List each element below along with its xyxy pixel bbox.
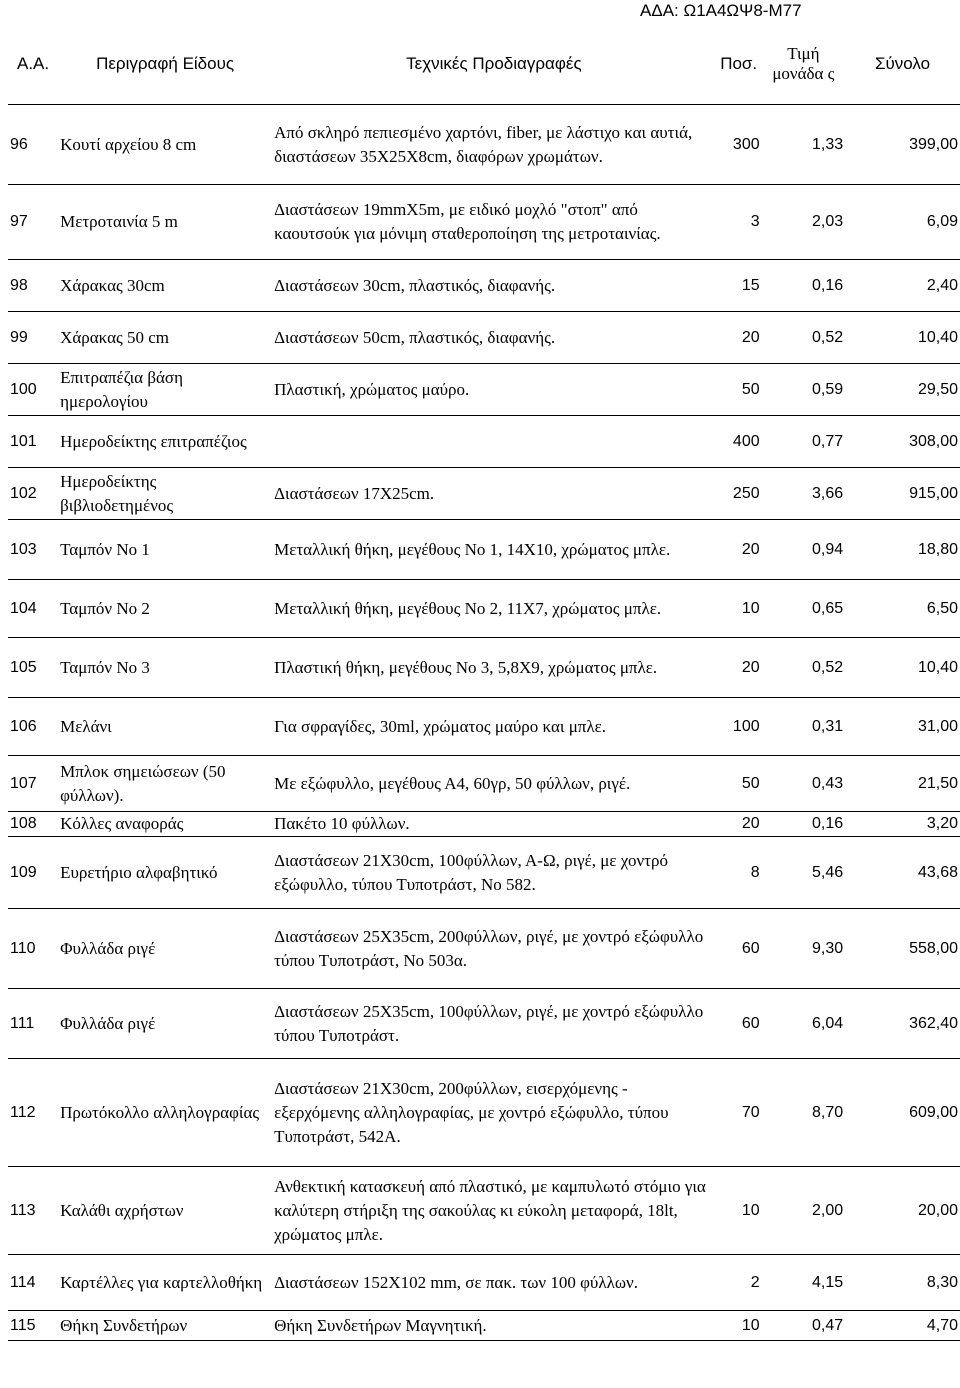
table-row (8, 1167, 960, 1255)
cell-name: Επιτραπέζια βάση ημερολογίου (58, 364, 272, 416)
cell-name: Ταμπόν Νο 2 (58, 580, 272, 638)
cell-id: 104 (8, 580, 58, 638)
cell-qty: 60 (716, 989, 762, 1059)
cell-name: Χάρακας 50 cm (58, 312, 272, 364)
cell-id: 103 (8, 520, 58, 580)
cell-total: 29,50 (845, 364, 960, 416)
cell-total: 8,30 (845, 1255, 960, 1311)
cell-total: 915,00 (845, 468, 960, 520)
cell-price: 2,03 (762, 185, 846, 260)
cell-total: 20,00 (845, 1167, 960, 1255)
cell-price: 8,70 (762, 1059, 846, 1167)
cell-spec: Πακέτο 10 φύλλων. (272, 812, 716, 837)
cell-total: 362,40 (845, 989, 960, 1059)
cell-name: Θήκη Συνδετήρων (58, 1311, 272, 1341)
cell-price: 0,31 (762, 698, 846, 756)
col-header-name: Περιγραφή Είδους (58, 24, 272, 105)
cell-price: 0,59 (762, 364, 846, 416)
cell-qty: 70 (716, 1059, 762, 1167)
cell-id: 101 (8, 416, 58, 468)
cell-id: 106 (8, 698, 58, 756)
cell-name: Καλάθι αχρήστων (58, 1167, 272, 1255)
cell-id: 100 (8, 364, 58, 416)
cell-price: 0,94 (762, 520, 846, 580)
cell-total: 43,68 (845, 837, 960, 909)
cell-spec: Διαστάσεων 25Χ35cm, 100φύλλων, ριγέ, με χοντρό εξώφυλλο τύπου Τυποτράστ. (272, 989, 716, 1059)
cell-spec: Διαστάσεων 152Χ102 mm, σε πακ. των 100 φύλλων. (272, 1255, 716, 1311)
cell-qty: 400 (716, 416, 762, 468)
document-code: ΑΔΑ: Ω1Α4ΩΨ8-Μ77 (640, 1, 802, 20)
cell-price: 0,65 (762, 580, 846, 638)
cell-price: 1,33 (762, 105, 846, 185)
cell-qty: 20 (716, 520, 762, 580)
table-row (8, 185, 960, 260)
cell-name: Κουτί αρχείου 8 cm (58, 105, 272, 185)
table-row (8, 698, 960, 756)
cell-qty: 20 (716, 638, 762, 698)
cell-qty: 3 (716, 185, 762, 260)
cell-spec: Διαστάσεων 17Χ25cm. (272, 468, 716, 520)
cell-total: 31,00 (845, 698, 960, 756)
cell-price: 0,47 (762, 1311, 846, 1341)
col-header-id: Α.Α. (8, 24, 58, 105)
col-header-total: Σύνολο (845, 24, 960, 105)
cell-price: 0,43 (762, 756, 846, 812)
cell-id: 99 (8, 312, 58, 364)
cell-name: Ταμπόν Νο 3 (58, 638, 272, 698)
cell-id: 110 (8, 909, 58, 989)
cell-name: Ημεροδείκτης επιτραπέζιος (58, 416, 272, 468)
cell-spec: Διαστάσεων 21Χ30cm, 200φύλλων, εισερχόμενης - εξερχόμενης αλληλογραφίας, με χοντρό εξώφυλλο, τύπου Τυποτράστ, 542Α. (272, 1059, 716, 1167)
cell-total: 558,00 (845, 909, 960, 989)
cell-price: 0,16 (762, 260, 846, 312)
table-row (8, 837, 960, 909)
cell-name: Χάρακας 30cm (58, 260, 272, 312)
table-row (8, 105, 960, 185)
table-row (8, 580, 960, 638)
cell-id: 109 (8, 837, 58, 909)
table-header-row (8, 24, 960, 105)
cell-name: Ημεροδείκτης βιβλιοδετημένος (58, 468, 272, 520)
table-row (8, 1255, 960, 1311)
cell-name: Φυλλάδα ριγέ (58, 989, 272, 1059)
table-row (8, 364, 960, 416)
cell-qty: 20 (716, 312, 762, 364)
col-header-qty: Ποσ. (716, 24, 762, 105)
cell-qty: 100 (716, 698, 762, 756)
cell-spec: Μεταλλική θήκη, μεγέθους Νο 2, 11Χ7, χρώματος μπλε. (272, 580, 716, 638)
table-row (8, 756, 960, 812)
cell-price: 0,52 (762, 312, 846, 364)
cell-id: 107 (8, 756, 58, 812)
cell-total: 6,09 (845, 185, 960, 260)
cell-qty: 8 (716, 837, 762, 909)
table-row (8, 312, 960, 364)
cell-qty: 20 (716, 812, 762, 837)
cell-price: 4,15 (762, 1255, 846, 1311)
cell-price: 0,77 (762, 416, 846, 468)
table-row (8, 812, 960, 837)
cell-price: 0,52 (762, 638, 846, 698)
cell-spec (272, 416, 716, 468)
cell-spec: Διαστάσεων 50cm, πλαστικός, διαφανής. (272, 312, 716, 364)
cell-total: 10,40 (845, 312, 960, 364)
cell-name: Πρωτόκολλο αλληλογραφίας (58, 1059, 272, 1167)
cell-spec: Πλαστική θήκη, μεγέθους Νο 3, 5,8Χ9, χρώματος μπλε. (272, 638, 716, 698)
cell-id: 113 (8, 1167, 58, 1255)
cell-name: Κόλλες αναφοράς (58, 812, 272, 837)
cell-spec: Διαστάσεων 25Χ35cm, 200φύλλων, ριγέ, με χοντρό εξώφυλλο τύπου Τυποτράστ, Νο 503α. (272, 909, 716, 989)
cell-total: 10,40 (845, 638, 960, 698)
cell-spec: Διαστάσεων 21Χ30cm, 100φύλλων, Α-Ω, ριγέ, με χοντρό εξώφυλλο, τύπου Τυποτράστ, Νο 582. (272, 837, 716, 909)
cell-id: 115 (8, 1311, 58, 1341)
cell-spec: Διαστάσεων 19mmX5m, με ειδικό μοχλό "στοπ" από καουτσούκ για μόνιμη σταθεροποίηση της μετροταινίας. (272, 185, 716, 260)
cell-price: 9,30 (762, 909, 846, 989)
cell-qty: 250 (716, 468, 762, 520)
cell-spec: Με εξώφυλλο, μεγέθους Α4, 60γρ, 50 φύλλων, ριγέ. (272, 756, 716, 812)
cell-total: 609,00 (845, 1059, 960, 1167)
cell-price: 2,00 (762, 1167, 846, 1255)
cell-spec: Μεταλλική θήκη, μεγέθους Νο 1, 14Χ10, χρώματος μπλε. (272, 520, 716, 580)
cell-total: 4,70 (845, 1311, 960, 1341)
cell-id: 105 (8, 638, 58, 698)
cell-qty: 2 (716, 1255, 762, 1311)
cell-qty: 10 (716, 580, 762, 638)
cell-price: 3,66 (762, 468, 846, 520)
table-row (8, 989, 960, 1059)
cell-id: 102 (8, 468, 58, 520)
cell-total: 6,50 (845, 580, 960, 638)
cell-id: 98 (8, 260, 58, 312)
cell-total: 21,50 (845, 756, 960, 812)
col-header-spec: Τεχνικές Προδιαγραφές (272, 24, 716, 105)
cell-id: 96 (8, 105, 58, 185)
cell-spec: Ανθεκτική κατασκευή από πλαστικό, με καμπυλωτό στόμιο για καλύτερη στήριξη της σακούλας κι εύκολη μεταφορά, 18lt, χρώματος μπλε. (272, 1167, 716, 1255)
cell-name: Μετροταινία 5 m (58, 185, 272, 260)
cell-qty: 50 (716, 364, 762, 416)
cell-qty: 60 (716, 909, 762, 989)
cell-qty: 50 (716, 756, 762, 812)
cell-name: Ταμπόν Νο 1 (58, 520, 272, 580)
cell-name: Ευρετήριο αλφαβητικό (58, 837, 272, 909)
cell-total: 308,00 (845, 416, 960, 468)
cell-qty: 10 (716, 1311, 762, 1341)
cell-spec: Από σκληρό πεπιεσμένο χαρτόνι, fiber, με λάστιχο και αυτιά, διαστάσεων 35Χ25Χ8cm, διαφόρων χρωμάτων. (272, 105, 716, 185)
cell-spec: Διαστάσεων 30cm, πλαστικός, διαφανής. (272, 260, 716, 312)
cell-id: 108 (8, 812, 58, 837)
table-row (8, 909, 960, 989)
cell-id: 111 (8, 989, 58, 1059)
table-row (8, 1059, 960, 1167)
cell-total: 399,00 (845, 105, 960, 185)
cell-total: 2,40 (845, 260, 960, 312)
table-row (8, 1311, 960, 1341)
cell-name: Φυλλάδα ριγέ (58, 909, 272, 989)
items-table (8, 24, 960, 1341)
cell-name: Μπλοκ σημειώσεων (50 φύλλων). (58, 756, 272, 812)
table-row (8, 416, 960, 468)
cell-id: 112 (8, 1059, 58, 1167)
cell-id: 97 (8, 185, 58, 260)
cell-name: Μελάνι (58, 698, 272, 756)
cell-total: 3,20 (845, 812, 960, 837)
table-row (8, 260, 960, 312)
cell-price: 6,04 (762, 989, 846, 1059)
table-row (8, 520, 960, 580)
cell-spec: Πλαστική, χρώματος μαύρο. (272, 364, 716, 416)
cell-qty: 300 (716, 105, 762, 185)
cell-name: Καρτέλλες για καρτελλοθήκη (58, 1255, 272, 1311)
cell-spec: Για σφραγίδες, 30ml, χρώματος μαύρο και μπλε. (272, 698, 716, 756)
col-header-price: Τιμή μονάδα ς (762, 24, 846, 105)
cell-qty: 15 (716, 260, 762, 312)
cell-total: 18,80 (845, 520, 960, 580)
cell-spec: Θήκη Συνδετήρων Μαγνητική. (272, 1311, 716, 1341)
cell-price: 5,46 (762, 837, 846, 909)
cell-qty: 10 (716, 1167, 762, 1255)
table-row (8, 468, 960, 520)
cell-price: 0,16 (762, 812, 846, 837)
table-row (8, 638, 960, 698)
cell-id: 114 (8, 1255, 58, 1311)
